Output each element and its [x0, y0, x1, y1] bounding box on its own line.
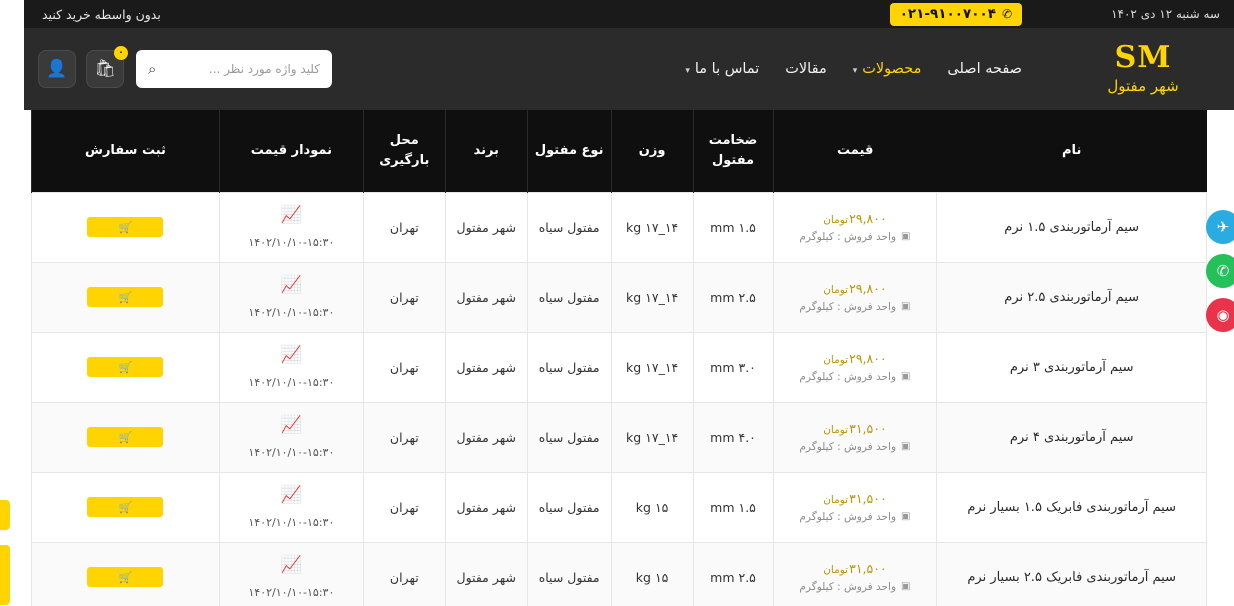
price-sub-label: واحد فروش : کیلوگرم	[799, 580, 897, 593]
col-header-type[interactable]: نوع مفتول	[527, 110, 611, 192]
search-input[interactable]	[156, 61, 322, 77]
account-button[interactable]	[38, 50, 76, 88]
cell-weight: ۱۵ kg	[611, 472, 693, 542]
col-header-chart[interactable]: نمودار قیمت	[219, 110, 363, 192]
cell-name[interactable]: سیم آرماتوربندی ۳ نرم	[937, 332, 1207, 402]
table-body	[32, 192, 1207, 606]
products-table	[31, 110, 1207, 606]
cell-brand: شهر مفتول	[445, 332, 527, 402]
table-row[interactable]	[32, 542, 1207, 606]
cell-type: مفتول سیاه	[527, 192, 611, 262]
cart-button[interactable]	[86, 50, 124, 88]
add-to-cart-button[interactable]	[87, 497, 163, 517]
col-header-place[interactable]: محل بارگیری	[363, 110, 445, 192]
current-date: سه شنبه ۱۲ دی ۱۴۰۲	[1111, 7, 1220, 21]
cell-order	[32, 472, 220, 542]
chart-updated-at: ۱۴۰۲/۱۰/۱۰-۱۵:۳۰	[248, 236, 335, 250]
cart-icon: 🛒	[118, 360, 133, 374]
line-chart-icon[interactable]: 📈	[280, 485, 302, 506]
cell-place: تهران	[363, 332, 445, 402]
cell-thickness: ۲.۵ mm	[693, 542, 773, 606]
price-value: ۲۹,۸۰۰	[849, 281, 887, 297]
chart-updated-at: ۱۴۰۲/۱۰/۱۰-۱۵:۳۰	[248, 306, 335, 320]
chart-updated-at: ۱۴۰۲/۱۰/۱۰-۱۵:۳۰	[248, 516, 335, 530]
cell-type: مفتول سیاه	[527, 402, 611, 472]
box-icon: ▣	[901, 300, 911, 312]
col-header-name[interactable]: نام	[937, 110, 1207, 192]
col-header-thickness[interactable]: ضخامت مفتول	[693, 110, 773, 192]
cell-price-chart[interactable]	[219, 402, 363, 472]
nav-item-articles[interactable]	[785, 61, 826, 77]
table-row[interactable]	[32, 262, 1207, 332]
phone-icon: ✆	[1000, 6, 1014, 22]
site-header	[24, 28, 1234, 110]
cart-icon: 🛒	[118, 220, 133, 234]
site-content	[24, 0, 1234, 606]
nav-item-products[interactable]	[853, 61, 922, 77]
logo-mark: SM	[1114, 40, 1172, 75]
box-icon: ▣	[901, 440, 911, 452]
cell-price	[773, 262, 937, 332]
cell-price-chart[interactable]	[219, 192, 363, 262]
cart-icon: 🛒	[118, 570, 133, 584]
price-value: ۲۹,۸۰۰	[849, 211, 887, 227]
cell-price-chart[interactable]	[219, 332, 363, 402]
table-row[interactable]	[32, 472, 1207, 542]
add-to-cart-button[interactable]	[87, 217, 163, 237]
cell-brand: شهر مفتول	[445, 192, 527, 262]
cell-price	[773, 192, 937, 262]
add-to-cart-button[interactable]	[87, 357, 163, 377]
cell-thickness: ۴.۰ mm	[693, 402, 773, 472]
products-table-wrap	[24, 110, 1234, 606]
add-to-cart-button[interactable]	[87, 287, 163, 307]
nav-item-articles-label: مقالات	[785, 61, 827, 77]
table-head	[32, 110, 1207, 192]
nav-item-home-label: صفحه اصلی	[947, 61, 1022, 77]
topbar-slogan: بدون واسطه خرید کنید	[42, 6, 161, 22]
cell-weight: ۱۴_۱۷ kg	[611, 192, 693, 262]
col-header-order[interactable]: ثبت سفارش	[32, 110, 220, 192]
table-header-row	[32, 110, 1207, 192]
price-sub-label: واحد فروش : کیلوگرم	[799, 510, 897, 523]
cell-place: تهران	[363, 262, 445, 332]
add-to-cart-button[interactable]	[87, 427, 163, 447]
cell-place: تهران	[363, 542, 445, 606]
price-sub-label: واحد فروش : کیلوگرم	[799, 230, 897, 243]
box-icon: ▣	[901, 230, 911, 242]
cell-brand: شهر مفتول	[445, 472, 527, 542]
cell-thickness: ۱.۵ mm	[693, 472, 773, 542]
add-to-cart-button[interactable]	[87, 567, 163, 587]
cell-place: تهران	[363, 402, 445, 472]
instagram-glyph: ◉	[1216, 306, 1230, 324]
col-header-weight[interactable]: وزن	[611, 110, 693, 192]
cell-place: تهران	[363, 472, 445, 542]
cell-type: مفتول سیاه	[527, 332, 611, 402]
cart-icon: 🛒	[118, 430, 133, 444]
search-box[interactable]	[136, 50, 332, 88]
left-edge-tab[interactable]	[0, 500, 10, 530]
cell-type: مفتول سیاه	[527, 472, 611, 542]
price-unit: تومان	[823, 424, 849, 437]
cell-order	[32, 332, 220, 402]
cell-name[interactable]: سیم آرماتوربندی ۱.۵ نرم	[937, 192, 1207, 262]
table-row[interactable]	[32, 402, 1207, 472]
cell-price	[773, 332, 937, 402]
table-row[interactable]	[32, 192, 1207, 262]
user-icon: 👤	[46, 59, 68, 79]
line-chart-icon[interactable]: 📈	[280, 205, 302, 226]
price-value: ۳۱,۵۰۰	[849, 491, 887, 507]
price-value: ۳۱,۵۰۰	[849, 561, 887, 577]
col-header-brand[interactable]: برند	[445, 110, 527, 192]
price-unit: تومان	[823, 494, 849, 507]
cell-type: مفتول سیاه	[527, 542, 611, 606]
cell-thickness: ۳.۰ mm	[693, 332, 773, 402]
cell-name[interactable]: سیم آرماتوربندی ۲.۵ نرم	[937, 262, 1207, 332]
price-sub-label: واحد فروش : کیلوگرم	[799, 440, 897, 453]
cell-price-chart[interactable]	[219, 262, 363, 332]
cell-order	[32, 402, 220, 472]
nav-item-contact[interactable]	[685, 61, 759, 77]
box-icon: ▣	[901, 580, 911, 592]
cell-order	[32, 542, 220, 606]
cell-price	[773, 402, 937, 472]
price-unit: تومان	[823, 564, 849, 577]
price-value: ۳۱,۵۰۰	[849, 421, 887, 437]
social-rail	[1210, 210, 1234, 332]
cell-order	[32, 262, 220, 332]
cell-brand: شهر مفتول	[445, 402, 527, 472]
nav-item-products-label: محصولات	[862, 61, 922, 77]
logo-subtitle: شهر مفتول	[1107, 77, 1179, 95]
cell-price	[773, 542, 937, 606]
main-nav	[685, 61, 1022, 77]
line-chart-icon[interactable]: 📈	[280, 345, 302, 366]
price-sub-label: واحد فروش : کیلوگرم	[799, 300, 897, 313]
cell-order	[32, 192, 220, 262]
cart-icon: 🛒	[118, 500, 133, 514]
cell-place: تهران	[363, 192, 445, 262]
search-icon[interactable]: ⌕	[148, 60, 157, 78]
cell-price-chart[interactable]	[219, 472, 363, 542]
phone-button[interactable]	[890, 3, 1022, 26]
box-icon: ▣	[901, 370, 911, 382]
price-value: ۲۹,۸۰۰	[849, 351, 887, 367]
cell-name[interactable]: سیم آرماتوربندی ۴ نرم	[937, 402, 1207, 472]
price-unit: تومان	[823, 354, 849, 367]
nav-item-contact-label: تماس با ما	[694, 61, 760, 77]
cell-price-chart[interactable]	[219, 542, 363, 606]
price-unit: تومان	[823, 214, 849, 227]
line-chart-icon[interactable]: 📈	[280, 415, 302, 436]
instagram-icon[interactable]	[1206, 298, 1234, 332]
cell-weight: ۱۴_۱۷ kg	[611, 402, 693, 472]
telegram-glyph: ✈	[1216, 218, 1230, 236]
line-chart-icon[interactable]: 📈	[280, 555, 302, 576]
chevron-down-icon: ▾	[852, 66, 858, 76]
left-edge-tab-secondary[interactable]	[0, 545, 10, 605]
cell-weight: ۱۵ kg	[611, 542, 693, 606]
telegram-icon[interactable]	[1206, 210, 1234, 244]
nav-item-home[interactable]	[947, 61, 1022, 77]
shopping-bag-icon: 🛍	[94, 59, 116, 79]
whatsapp-glyph: ✆	[1216, 262, 1230, 280]
table-row[interactable]	[32, 332, 1207, 402]
cell-type: مفتول سیاه	[527, 262, 611, 332]
whatsapp-icon[interactable]	[1206, 254, 1234, 288]
chart-updated-at: ۱۴۰۲/۱۰/۱۰-۱۵:۳۰	[248, 586, 335, 600]
cell-brand: شهر مفتول	[445, 262, 527, 332]
col-header-price[interactable]: قیمت	[773, 110, 937, 192]
cell-name[interactable]: سیم آرماتوربندی فابریک ۱.۵ بسیار نرم	[937, 472, 1207, 542]
box-icon: ▣	[901, 510, 911, 522]
cell-name[interactable]: سیم آرماتوربندی فابریک ۲.۵ بسیار نرم	[937, 542, 1207, 606]
cart-icon: 🛒	[118, 290, 133, 304]
cart-badge: ۰	[114, 46, 128, 60]
line-chart-icon[interactable]: 📈	[280, 275, 302, 296]
chart-updated-at: ۱۴۰۲/۱۰/۱۰-۱۵:۳۰	[248, 446, 335, 460]
cell-thickness: ۱.۵ mm	[693, 192, 773, 262]
cell-thickness: ۲.۵ mm	[693, 262, 773, 332]
chart-updated-at: ۱۴۰۲/۱۰/۱۰-۱۵:۳۰	[248, 376, 335, 390]
cell-weight: ۱۴_۱۷ kg	[611, 262, 693, 332]
cell-brand: شهر مفتول	[445, 542, 527, 606]
price-unit: تومان	[823, 284, 849, 297]
chevron-down-icon: ▾	[685, 66, 690, 76]
cell-price	[773, 472, 937, 542]
topbar	[24, 0, 1234, 28]
cell-weight: ۱۴_۱۷ kg	[611, 332, 693, 402]
price-sub-label: واحد فروش : کیلوگرم	[799, 370, 897, 383]
phone-number: ۰۲۱-۹۱۰۰۷۰۰۴	[899, 6, 996, 22]
logo[interactable]	[1068, 40, 1218, 95]
